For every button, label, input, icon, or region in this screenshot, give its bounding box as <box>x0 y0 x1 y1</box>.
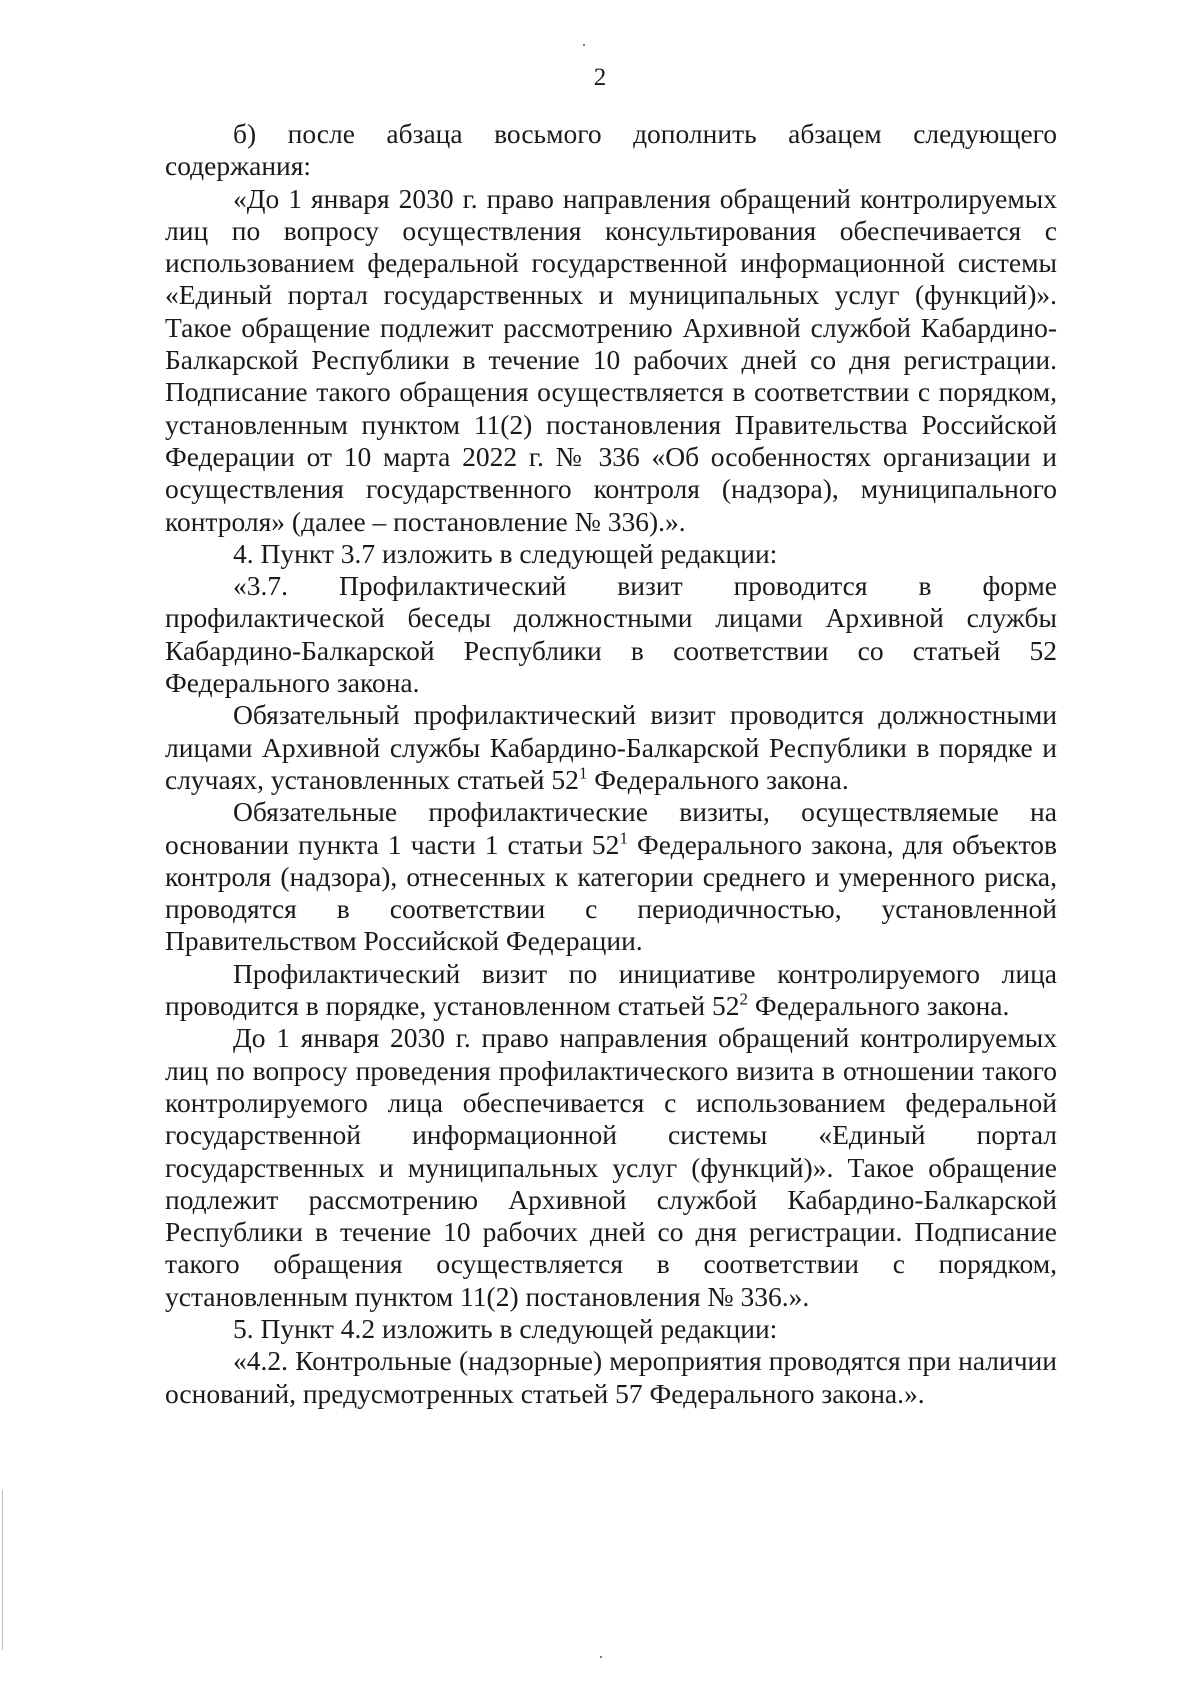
superscript-index: 1 <box>619 827 628 847</box>
paragraph-text: Обязательные профилактические визиты, осуществляемые на основании пункта 1 части 1 статьи 52 <box>165 796 1057 860</box>
paragraph-quote-3-7: «3.7. Профилактический визит проводится в форме профилактической беседы должностными лицами Архивной службы Кабардино-Балкарской Республики в соответствии со статьей 52 Федерального закона. <box>165 570 1057 699</box>
paragraph-item-4: 4. Пункт 3.7 изложить в следующей редакции: <box>233 537 778 569</box>
paragraph-text: Обязательный профилактический визит проводится должностными лицами Архивной службы Кабардино-Балкарской Республики в порядке и случаях, установленных статьей 52 <box>165 699 1057 795</box>
paragraph-sub-b: б) после абзаца восьмого дополнить абзацем следующего содержания: <box>165 118 1057 182</box>
paragraph-quote-4-2: «4.2. Контрольные (надзорные) мероприятия проводятся при наличии оснований, предусмотренных статьей 57 Федерального закона.». <box>165 1345 1057 1409</box>
scan-speck <box>583 44 585 46</box>
paragraph-text: Федерального закона. <box>748 990 1010 1022</box>
paragraph-text: Федерального закона. <box>587 763 849 795</box>
superscript-index: 1 <box>578 763 588 783</box>
paragraph-text: Федерального закона, для объектов контроля (надзора), отнесенных к категории среднего и умеренного риска, проводятся в соответствии с периодичностью, установленной Правительством Российской Федерации. <box>165 828 1058 957</box>
paragraph-text: Профилактический визит по инициативе контролируемого лица проводится в порядке, установленном статьей 52 <box>165 957 1057 1022</box>
paragraph-initiative-visit <box>165 958 1057 1023</box>
scan-speck <box>600 1656 602 1658</box>
page-number: 2 <box>593 64 607 91</box>
paragraph-item-5: 5. Пункт 4.2 изложить в следующей редакции: <box>233 1312 778 1344</box>
document-body <box>165 118 1057 1410</box>
paragraph-quote-consulting: «До 1 января 2030 г. право направления обращений контролируемых лиц по вопросу осуществления консультирования обеспечивается с использованием федеральной государственной информационной системы «Единый портал государственных и муниципальных услуг (функций)». Такое обращение подлежит рассмотрению Архивной службой Кабардино-Балкарской Республики в течение 10 рабочих дней со дня регистрации. Подписание такого обращения осуществляется в соответствии с порядком, установленным пунктом 11(2) постановления Правительства Российской Федерации от 10 марта 2022 г. № 336 «Об особенностях организации и осуществления государственного контроля (надзора), муниципального контроля» (далее – постановление № 336).». <box>165 182 1057 537</box>
paragraph-mandatory-visit <box>165 699 1057 796</box>
scan-edge-mark <box>2 1490 3 1650</box>
paragraph-visit-requests: До 1 января 2030 г. право направления обращений контролируемых лиц по вопросу проведения профилактического визита в отношении такого контролируемого лица обеспечивается с использованием федеральной государственной информационной системы «Единый портал государственных и муниципальных услуг (функций)». Такое обращение подлежит рассмотрению Архивной службой Кабардино-Балкарской Республики в течение 10 рабочих дней со дня регистрации. Подписание такого обращения осуществляется в соответствии с порядком, установленным пунктом 11(2) постановления № 336.». <box>165 1022 1057 1312</box>
paragraph-mandatory-visits-periodicity <box>165 796 1057 957</box>
superscript-index: 2 <box>739 989 749 1009</box>
